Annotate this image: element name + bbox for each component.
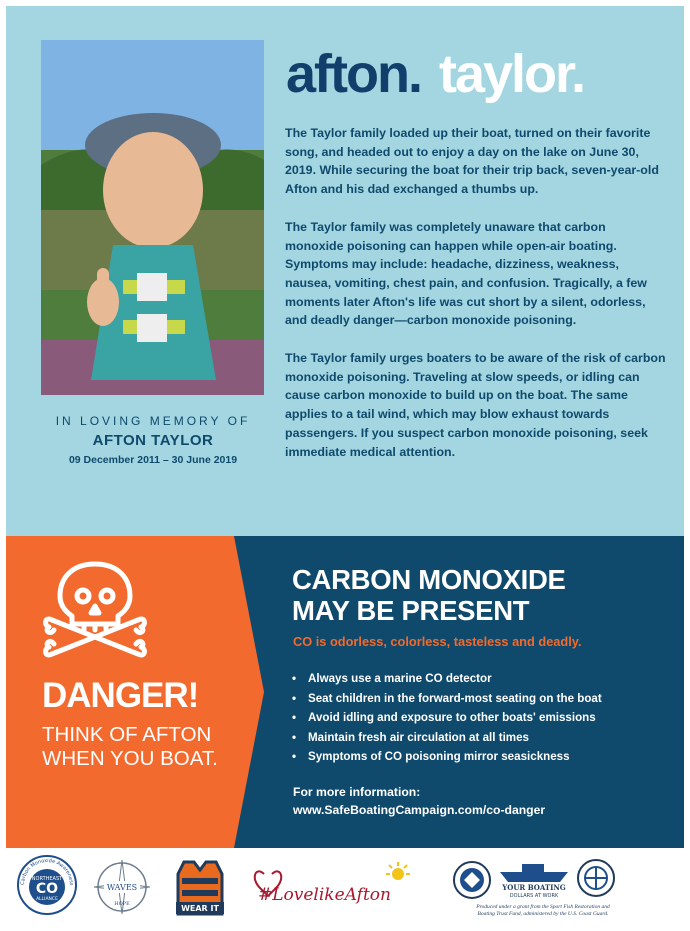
- grant-line-2: Boating Trust Fund, administered by the U.S. Coast Guard.: [477, 911, 609, 917]
- list-item: [292, 672, 602, 692]
- your-boating-dollars-logo: [494, 858, 574, 898]
- poster: [6, 6, 684, 925]
- coast-guard-seal-icon: [576, 858, 616, 898]
- ne-arc-text: Carbon Monoxide Awareness: [19, 857, 75, 886]
- waves-top-text: WAVES: [106, 883, 138, 892]
- tip-text: Avoid idling and exposure to other boats' emissions: [308, 711, 596, 724]
- ne-bottom-text: ALLIANCE: [36, 897, 58, 902]
- memorial-name: AFTON TAYLOR: [92, 432, 214, 449]
- think-line-1: THINK OF AFTON: [42, 723, 212, 746]
- list-item: [292, 692, 602, 712]
- tip-text: Maintain fresh air circulation at all times: [308, 730, 529, 744]
- waves-of-hope-logo: [92, 858, 152, 916]
- co-heading-line-1: CARBON MONOXIDE: [292, 564, 566, 595]
- skull-crossbones-icon: [36, 558, 154, 660]
- list-item: [292, 711, 602, 731]
- story-section: [6, 6, 684, 536]
- danger-heading: DANGER!: [42, 676, 199, 715]
- safety-tips-list: [292, 672, 602, 770]
- title-last-name: taylor.: [438, 44, 585, 104]
- story-text: [285, 124, 667, 480]
- think-of-afton-text: [42, 723, 218, 771]
- afton-photo: [41, 40, 264, 395]
- bullet-dot-icon: •: [292, 691, 297, 705]
- warning-section: [6, 536, 684, 848]
- ne-top-text: NORTHEAST: [31, 876, 63, 882]
- list-item: [292, 750, 602, 770]
- bullet-dot-icon: •: [292, 750, 297, 763]
- think-line-2: WHEN YOU BOAT.: [42, 747, 218, 770]
- lovelike-text: #LovelikeAfton: [258, 885, 391, 905]
- memorial-block: [40, 414, 266, 466]
- wear-it-text: WEAR IT: [181, 904, 219, 913]
- dhs-seal-icon: [452, 860, 492, 900]
- dollars-line-2: DOLLARS AT WORK: [509, 893, 559, 898]
- waves-bottom-text: HOPE: [114, 901, 130, 907]
- list-item: [292, 731, 602, 751]
- more-info: [293, 783, 545, 819]
- memorial-dates: 09 December 2011 – 30 June 2019: [68, 454, 238, 466]
- co-heading-line-2: MAY BE PRESENT: [292, 595, 530, 626]
- ne-co-text: CO: [35, 881, 59, 897]
- tip-text: Always use a marine CO detector: [308, 672, 492, 685]
- page-title: [286, 42, 584, 106]
- wear-it-logo: [174, 858, 226, 918]
- story-paragraph: The Taylor family loaded up their boat, turned on their favorite song, and headed out to enjoy a day on the lake on June 30, 2019. While securing the boat for their trip back, seven-year-old Afton and his dad exchanged a thumbs up.: [285, 126, 659, 197]
- northeast-co-alliance-logo: [16, 854, 78, 916]
- grant-notice: [458, 904, 628, 918]
- story-paragraph: The Taylor family urges boaters to be aware of the risk of carbon monoxide poisoning. Traveling at slow speeds, or idling can cause carbon monoxide to build up on the boat. The same applies to a tail wind, which may blow exhaust towards passengers. If you suspect carbon monoxide poisoning, seek immediate medical attention.: [285, 351, 666, 459]
- bullet-dot-icon: •: [292, 711, 297, 724]
- more-info-label: For more information:: [293, 785, 421, 799]
- co-heading: [292, 564, 566, 626]
- bullet-dot-icon: •: [292, 672, 297, 685]
- more-info-link[interactable]: www.SafeBoatingCampaign.com/co-danger: [293, 803, 546, 817]
- tip-text: Seat children in the forward-most seating on the boat: [308, 691, 602, 705]
- story-paragraph: The Taylor family was completely unaware that carbon monoxide poisoning can happen while open-air boating. Symptoms may include: headache, dizziness, weakness, nausea, vomiting, chest pain, and confusion. Tragically, a few moments later Afton's life was cut short by a silent, odorless, and deadly danger—carbon monoxide poisoning.: [285, 219, 647, 328]
- title-first-name: afton.: [286, 44, 421, 104]
- dollars-line-1: YOUR BOATING: [502, 883, 566, 892]
- sponsor-logos: [6, 848, 684, 925]
- tip-text: Symptoms of CO poisoning mirror seasickness: [308, 750, 570, 763]
- bullet-dot-icon: •: [292, 730, 297, 744]
- lovelike-afton-logo: [252, 862, 420, 912]
- grant-line-1: Produced under a grant from the Sport Fish Restoration and: [476, 904, 610, 910]
- memorial-label: IN LOVING MEMORY OF: [55, 414, 251, 428]
- co-subheading: CO is odorless, colorless, tasteless and deadly.: [293, 634, 582, 649]
